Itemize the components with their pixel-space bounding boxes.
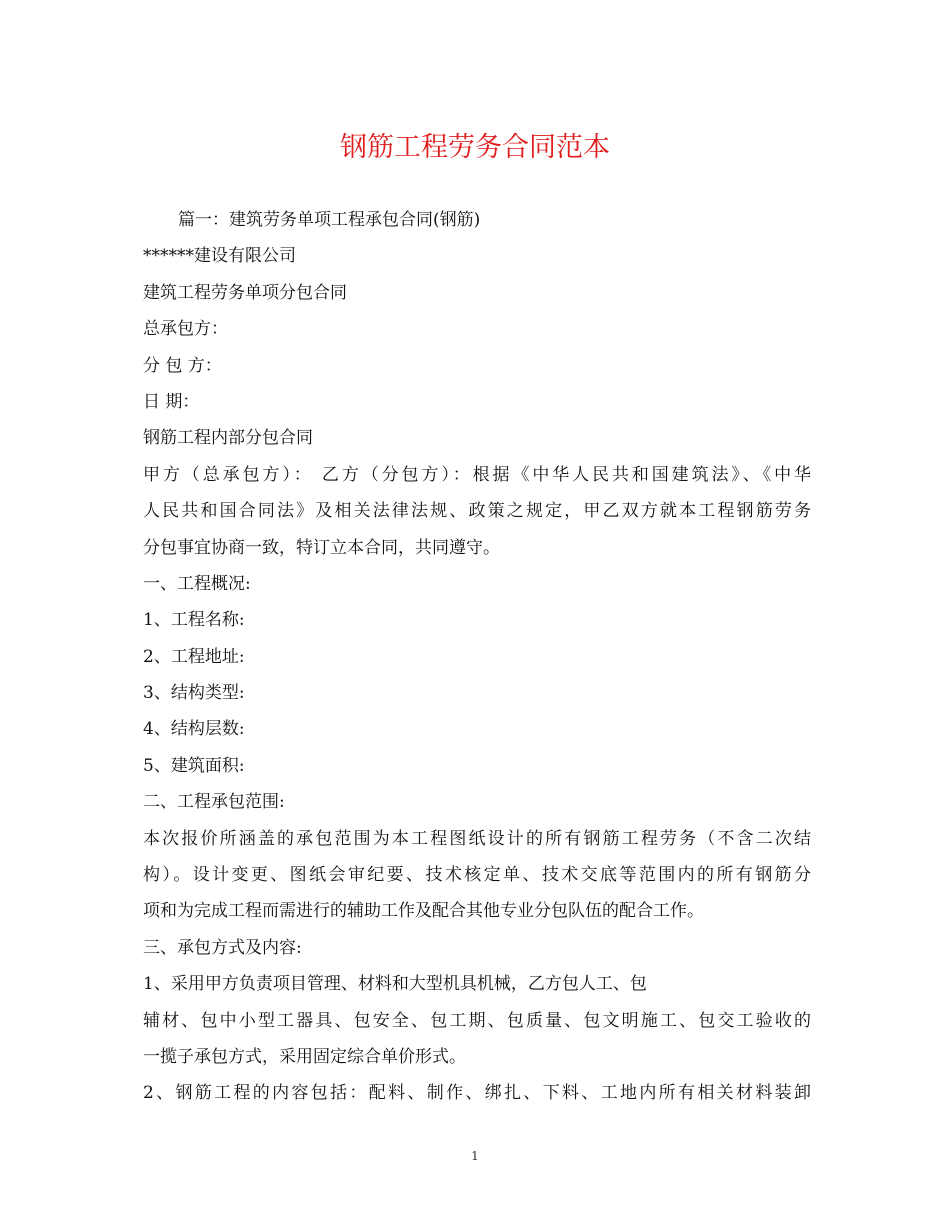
paragraph-line: 本次报价所涵盖的承包范围为本工程图纸设计的所有钢筋工程劳务（不含二次结: [143, 828, 811, 849]
paragraph-line: 三、承包方式及内容:: [143, 937, 302, 958]
document-title: 钢筋工程劳务合同范本: [340, 132, 610, 163]
paragraph-line: 总承包方：: [143, 319, 228, 340]
paragraph-line: 二、工程承包范围:: [143, 792, 285, 813]
paragraph-line: 篇一：建筑劳务单项工程承包合同(钢筋): [178, 210, 481, 230]
paragraph-line: 5、建筑面积:: [143, 755, 245, 776]
document-body: [143, 202, 811, 1112]
paragraph-line: 1、工程名称:: [143, 610, 245, 631]
paragraph-line: 辅材、包中小型工器具、包安全、包工期、包质量、包文明施工、包交工验收的: [143, 1010, 811, 1031]
page-number: 1: [471, 1149, 479, 1163]
paragraph-line: 一揽子承包方式，采用固定综合单价形式。: [143, 1046, 466, 1067]
paragraph-line: ******建设有限公司: [143, 246, 296, 267]
paragraph-line: 钢筋工程内部分包合同: [143, 428, 313, 449]
paragraph-line: 日 期：: [143, 391, 200, 412]
paragraph-line: 1、采用甲方负责项目管理、材料和大型机具机械，乙方包人工、包: [143, 974, 647, 995]
paragraph-line: 4、结构层数:: [143, 719, 245, 740]
paragraph-line: 建筑工程劳务单项分包合同: [143, 282, 347, 303]
paragraph-line: 一、工程概况:: [143, 573, 251, 594]
paragraph-line: 2、工程地址:: [143, 646, 245, 667]
paragraph-line: 项和为完成工程而需进行的辅助工作及配合其他专业分包队伍的配合工作。: [143, 901, 704, 922]
paragraph-line: 2、钢筋工程的内容包括：配料、制作、绑扎、下料、工地内所有相关材料装卸: [143, 1083, 811, 1104]
paragraph-line: 构）。设计变更、图纸会审纪要、技术核定单、技术交底等范围内的所有钢筋分: [143, 865, 811, 886]
paragraph-line: 分包事宜协商一致，特订立本合同，共同遵守。: [143, 537, 500, 558]
paragraph-line: 甲方（总承包方）： 乙方（分包方）：根据《中华人民共和国建筑法》、《中华: [143, 464, 811, 485]
paragraph-line: 分 包 方：: [143, 355, 222, 376]
paragraph-line: 3、结构类型:: [143, 683, 245, 704]
paragraph-line: 人民共和国合同法》及相关法律法规、政策之规定，甲乙双方就本工程钢筋劳务: [143, 501, 811, 522]
